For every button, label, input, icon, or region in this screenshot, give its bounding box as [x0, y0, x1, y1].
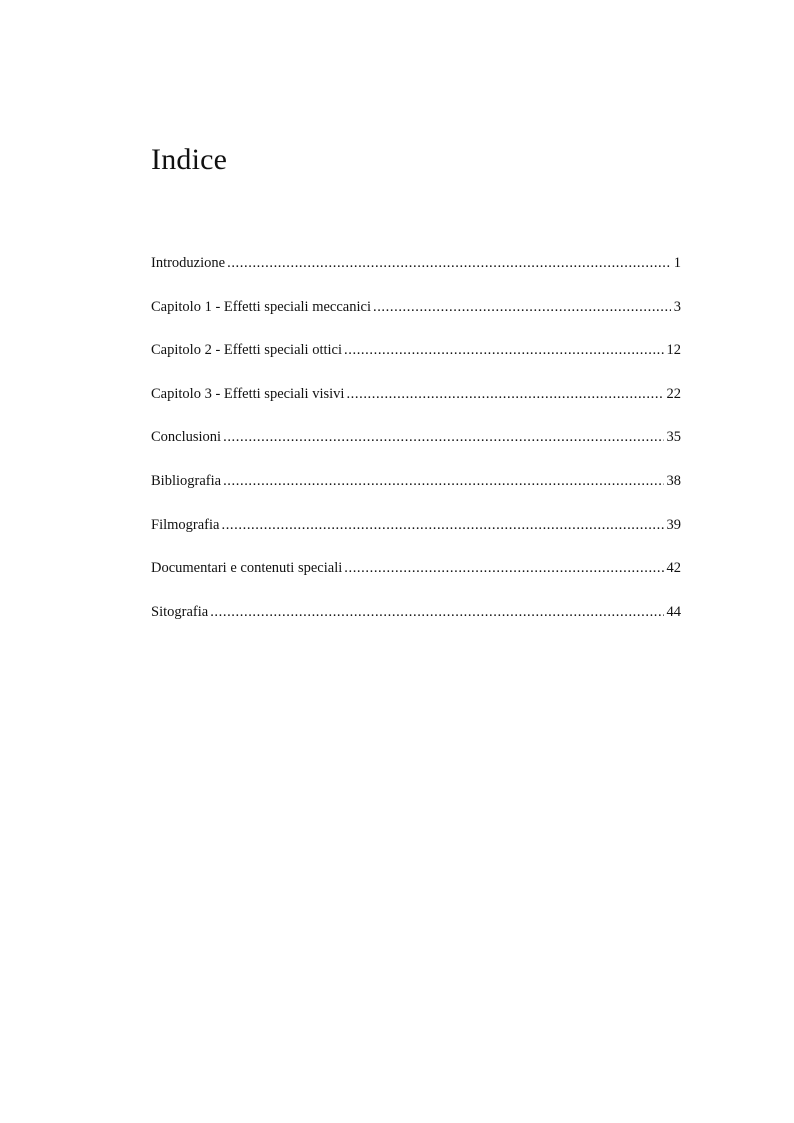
page-title: Indice: [151, 143, 228, 176]
toc-entry-page: 44: [666, 603, 681, 620]
toc-entry-page: 1: [673, 255, 681, 271]
toc-entry-conclusioni[interactable]: [151, 427, 681, 471]
toc-entry-capitolo-2[interactable]: [151, 340, 681, 384]
toc-entry-documentari[interactable]: [151, 558, 681, 602]
toc-entry-label: Conclusioni: [151, 429, 222, 446]
toc-entry-label: Documentari e contenuti speciali: [151, 560, 343, 577]
toc-entry-page: 12: [666, 342, 681, 359]
toc-entry-introduzione[interactable]: [151, 253, 681, 297]
toc-entry-label: Capitolo 1 - Effetti speciali meccanici: [151, 298, 371, 315]
toc-entry-page: 42: [666, 560, 681, 577]
toc-dot-leader: [344, 558, 663, 578]
toc-dot-leader: [223, 427, 663, 447]
toc-entry-label: Capitolo 2 - Effetti speciali ottici: [151, 342, 343, 359]
toc-entry-capitolo-3[interactable]: [151, 384, 681, 428]
toc-entry-sitografia[interactable]: [151, 602, 681, 646]
toc-dot-leader: [346, 384, 663, 404]
toc-entry-label: Filmografia: [151, 516, 220, 533]
table-of-contents: [151, 253, 681, 645]
toc-entry-capitolo-1[interactable]: [151, 297, 681, 341]
toc-dot-leader: [210, 602, 663, 622]
toc-dot-leader: [227, 253, 671, 273]
toc-dot-leader: [373, 297, 671, 317]
toc-entry-label: Introduzione: [151, 255, 226, 271]
toc-entry-page: 38: [666, 472, 681, 489]
toc-entry-page: 22: [666, 385, 681, 402]
toc-entry-bibliografia[interactable]: [151, 471, 681, 515]
toc-entry-label: Bibliografia: [151, 472, 222, 489]
toc-dot-leader: [344, 340, 663, 360]
toc-entry-page: 39: [666, 516, 681, 533]
toc-dot-leader: [223, 471, 663, 491]
toc-entry-page: 3: [673, 298, 681, 315]
toc-entry-label: Sitografia: [151, 603, 209, 620]
toc-entry-label: Capitolo 3 - Effetti speciali visivi: [151, 385, 345, 402]
toc-entry-page: 35: [666, 429, 681, 446]
toc-entry-filmografia[interactable]: [151, 515, 681, 559]
toc-dot-leader: [221, 515, 663, 535]
